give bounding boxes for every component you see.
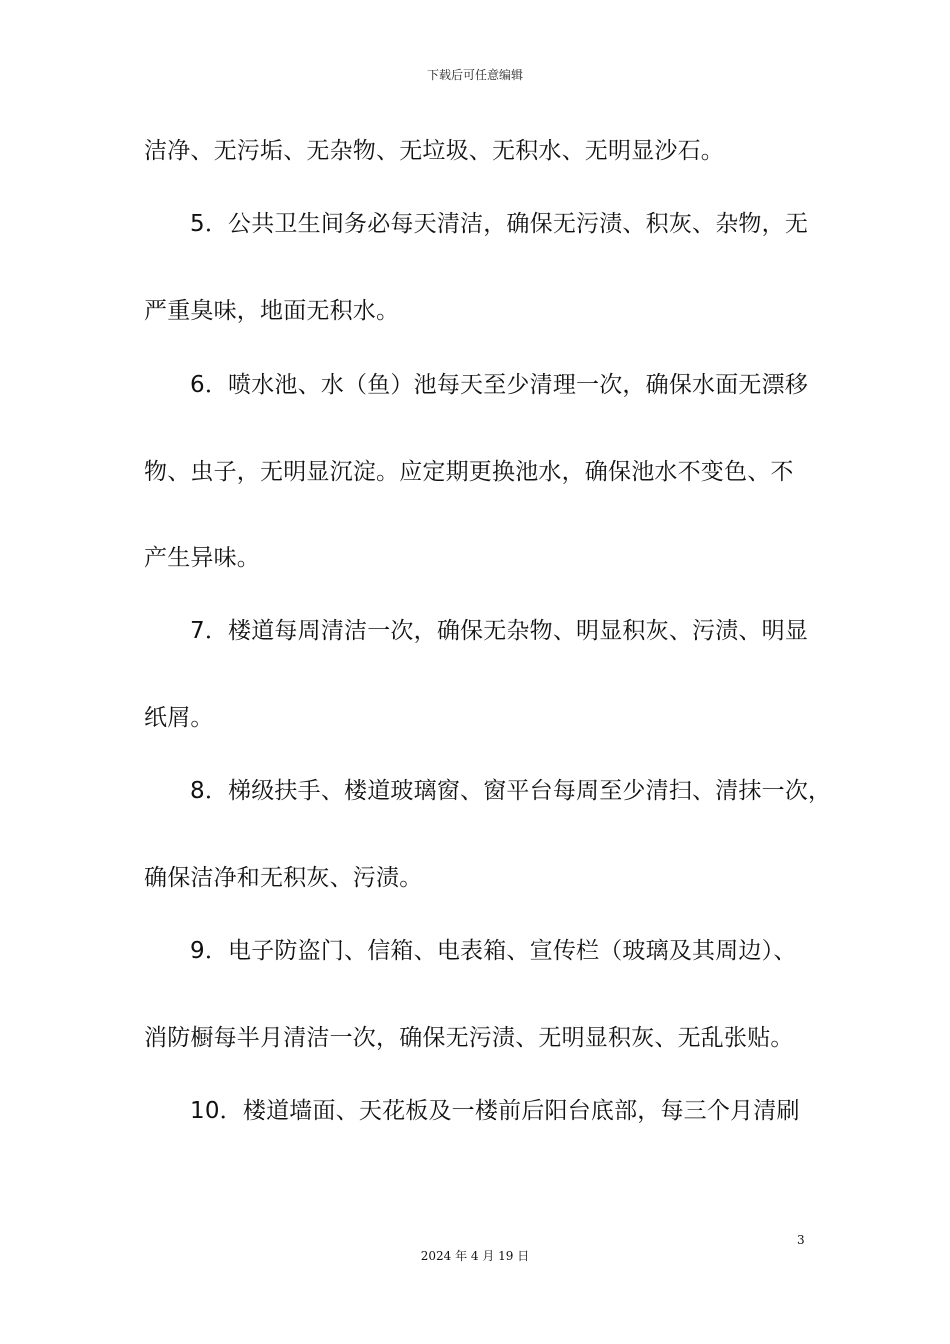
footer-date: 2024 年 4 月 19 日 [420,1249,530,1263]
page-number: 3 [797,1233,805,1247]
text-line: 消防橱每半月清洁一次，确保无污渍、无明显积灰、无乱张贴。 [144,1025,794,1051]
text-line: 7．楼道每周清洁一次，确保无杂物、明显积灰、污渍、明显 [190,618,809,644]
text-line: 10．楼道墙面、天花板及一楼前后阳台底部，每三个月清刷 [190,1098,800,1124]
text-line: 确保洁净和无积灰、污渍。 [144,865,423,891]
text-line: 6．喷水池、水（鱼）池每天至少清理一次，确保水面无漂移 [190,372,809,398]
text-line: 纸屑。 [144,705,214,731]
text-line: 9．电子防盗门、信箱、电表箱、宣传栏（玻璃及其周边）、 [190,938,797,964]
text-line: 严重臭味，地面无积水。 [144,298,400,324]
text-line: 洁净、无污垢、无杂物、无垃圾、无积水、无明显沙石。 [144,138,724,164]
text-line: 物、虫子，无明显沉淀。应定期更换池水，确保池水不变色、不 [144,459,794,485]
text-line: 产生异味。 [144,545,260,571]
page-header-note: 下载后可任意编辑 [426,68,523,82]
text-line: 5．公共卫生间务必每天清洁，确保无污渍、积灰、杂物，无 [190,211,809,237]
text-line: 8．梯级扶手、楼道玻璃窗、窗平台每周至少清扫、清抹一次， [190,778,832,804]
